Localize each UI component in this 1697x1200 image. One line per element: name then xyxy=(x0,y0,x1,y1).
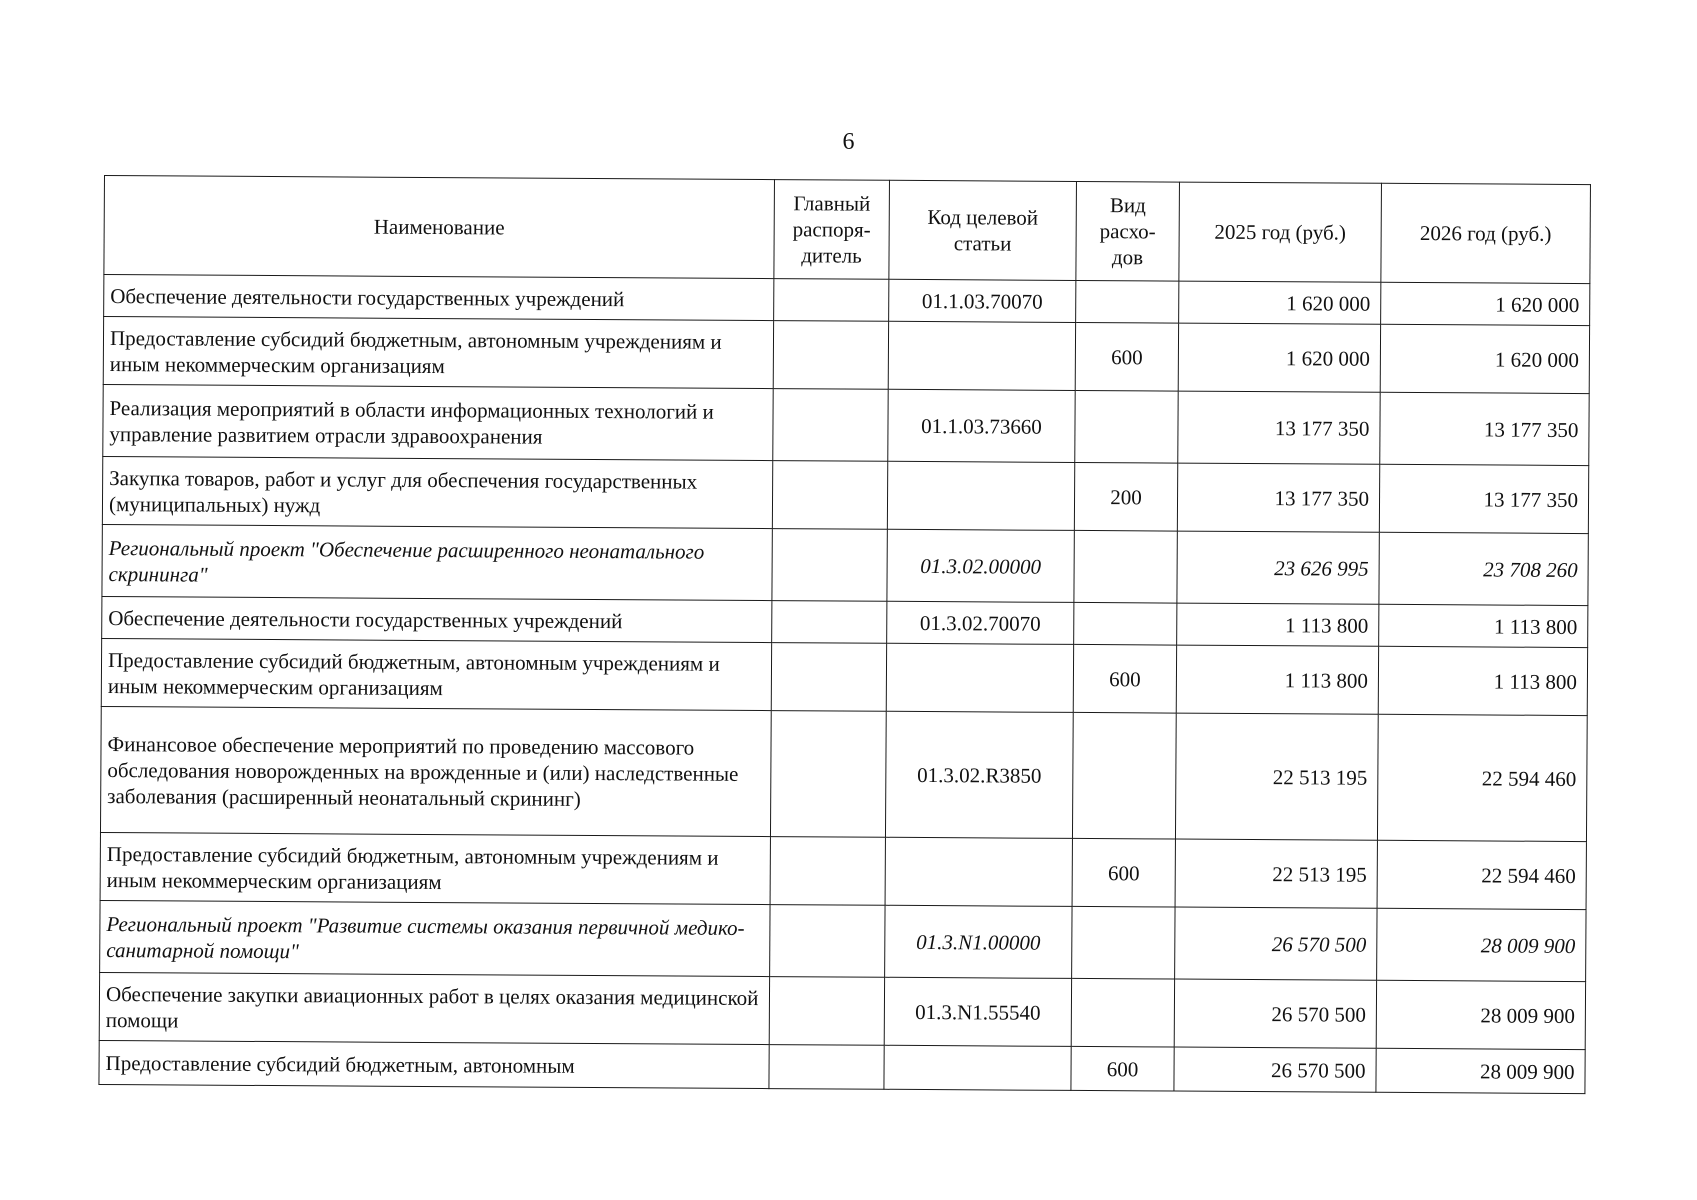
cell-glavny xyxy=(771,643,886,712)
cell-name: Обеспечение деятельности государственных учреждений xyxy=(104,275,774,321)
header-name: Наименование xyxy=(104,176,775,279)
cell-name: Региональный проект "Обеспечение расширенного неонатального скрининга" xyxy=(102,524,772,600)
cell-name: Закупка товаров, работ и услуг для обеспечения государственных (муниципальных) нужд xyxy=(102,456,772,528)
cell-2025: 13 177 350 xyxy=(1177,463,1379,532)
cell-2025: 26 570 500 xyxy=(1174,1047,1376,1092)
cell-code: 01.3.N1.00000 xyxy=(885,905,1072,978)
cell-2025: 23 626 995 xyxy=(1177,531,1379,604)
cell-vid: 600 xyxy=(1075,322,1178,391)
cell-2025: 1 113 800 xyxy=(1176,645,1378,714)
cell-glavny xyxy=(770,905,885,978)
cell-2026: 13 177 350 xyxy=(1380,392,1589,465)
cell-2026: 1 620 000 xyxy=(1380,324,1589,393)
cell-code: 01.3.02.00000 xyxy=(887,529,1074,602)
cell-glavny xyxy=(770,711,886,838)
cell-glavny xyxy=(774,279,889,322)
cell-2026: 1 113 800 xyxy=(1379,604,1588,647)
cell-2025: 22 513 195 xyxy=(1175,839,1377,908)
table-row xyxy=(100,706,1587,841)
cell-code: 01.3.02.R3850 xyxy=(885,711,1073,838)
cell-glavny xyxy=(769,977,884,1046)
table-row xyxy=(99,972,1585,1049)
cell-2026: 22 594 460 xyxy=(1377,840,1586,909)
cell-name: Региональный проект "Развитие системы оказания первичной медико-санитарной помощи" xyxy=(100,900,770,976)
cell-glavny xyxy=(772,601,887,644)
cell-2025: 1 620 000 xyxy=(1179,281,1381,324)
cell-2026: 1 620 000 xyxy=(1381,282,1590,325)
cell-name: Предоставление субсидий бюджетным, автономным xyxy=(99,1040,769,1088)
cell-vid xyxy=(1072,906,1175,979)
cell-code: 01.3.N1.55540 xyxy=(884,977,1071,1046)
table-row xyxy=(99,1040,1585,1093)
cell-name: Предоставление субсидий бюджетным, автономным учреждениям и иным некоммерческим организациям xyxy=(103,317,773,389)
cell-code xyxy=(886,643,1073,712)
cell-vid xyxy=(1074,602,1177,645)
cell-code xyxy=(888,321,1075,390)
table-row xyxy=(100,900,1586,981)
cell-vid xyxy=(1071,978,1174,1047)
table-row xyxy=(102,456,1588,533)
cell-name: Обеспечение закупки авиационных работ в целях оказания медицинской помощи xyxy=(99,972,769,1044)
cell-code xyxy=(885,837,1072,906)
cell-vid xyxy=(1075,390,1178,463)
table-row xyxy=(103,384,1589,465)
table-row xyxy=(102,524,1588,605)
cell-vid: 600 xyxy=(1073,644,1176,713)
cell-name: Предоставление субсидий бюджетным, автономным учреждениям и иным некоммерческим организациям xyxy=(100,832,770,904)
cell-code: 01.1.03.70070 xyxy=(889,279,1076,322)
cell-2026: 28 009 900 xyxy=(1376,1048,1585,1093)
cell-name: Обеспечение деятельности государственных учреждений xyxy=(102,596,772,642)
header-vid: Вид расхо-дов xyxy=(1076,181,1180,281)
cell-2025: 1 113 800 xyxy=(1177,603,1379,646)
cell-name: Реализация мероприятий в области информационных технологий и управление развитием отрасли здравоохранения xyxy=(103,384,773,460)
cell-vid xyxy=(1076,280,1179,323)
cell-2025: 26 570 500 xyxy=(1174,979,1376,1048)
cell-code xyxy=(884,1045,1071,1090)
header-2025: 2025 год (руб.) xyxy=(1179,182,1382,282)
header-code: Код целевой статьи xyxy=(889,180,1077,280)
cell-code xyxy=(887,461,1074,530)
cell-glavny xyxy=(772,529,887,602)
cell-2026: 23 708 260 xyxy=(1379,532,1588,605)
cell-2025: 26 570 500 xyxy=(1175,907,1377,980)
cell-2026: 13 177 350 xyxy=(1379,464,1588,533)
page-number: 6 xyxy=(842,129,855,155)
header-2026: 2026 год (руб.) xyxy=(1381,183,1591,283)
cell-2025: 1 620 000 xyxy=(1178,323,1380,392)
cell-vid: 200 xyxy=(1074,462,1177,531)
cell-glavny xyxy=(769,1045,884,1090)
cell-glavny xyxy=(773,321,888,390)
table-row xyxy=(103,317,1589,394)
cell-glavny xyxy=(772,461,887,530)
budget-table xyxy=(98,175,1591,1094)
cell-glavny xyxy=(773,389,888,462)
cell-2026: 28 009 900 xyxy=(1377,908,1586,981)
table-header-row xyxy=(104,176,1591,284)
cell-name: Финансовое обеспечение мероприятий по проведению массового обследования новорожденных на врожденные и (или) наследственные заболевания (расширенный неонатальный скрининг) xyxy=(100,706,771,836)
table-row xyxy=(100,832,1586,909)
cell-vid xyxy=(1072,712,1176,839)
cell-2025: 22 513 195 xyxy=(1175,713,1378,840)
cell-2026: 22 594 460 xyxy=(1377,714,1587,841)
cell-vid: 600 xyxy=(1072,838,1175,907)
cell-glavny xyxy=(770,837,885,906)
cell-2025: 13 177 350 xyxy=(1178,391,1380,464)
cell-2026: 1 113 800 xyxy=(1378,646,1587,715)
table-row xyxy=(101,638,1587,715)
cell-code: 01.1.03.73660 xyxy=(888,389,1075,462)
cell-2026: 28 009 900 xyxy=(1376,980,1585,1049)
cell-vid: 600 xyxy=(1071,1046,1174,1091)
cell-code: 01.3.02.70070 xyxy=(887,601,1074,644)
header-glavny: Главный распоря-дитель xyxy=(774,180,890,280)
cell-name: Предоставление субсидий бюджетным, автономным учреждениям и иным некоммерческим организациям xyxy=(101,638,771,710)
cell-vid xyxy=(1074,530,1177,603)
